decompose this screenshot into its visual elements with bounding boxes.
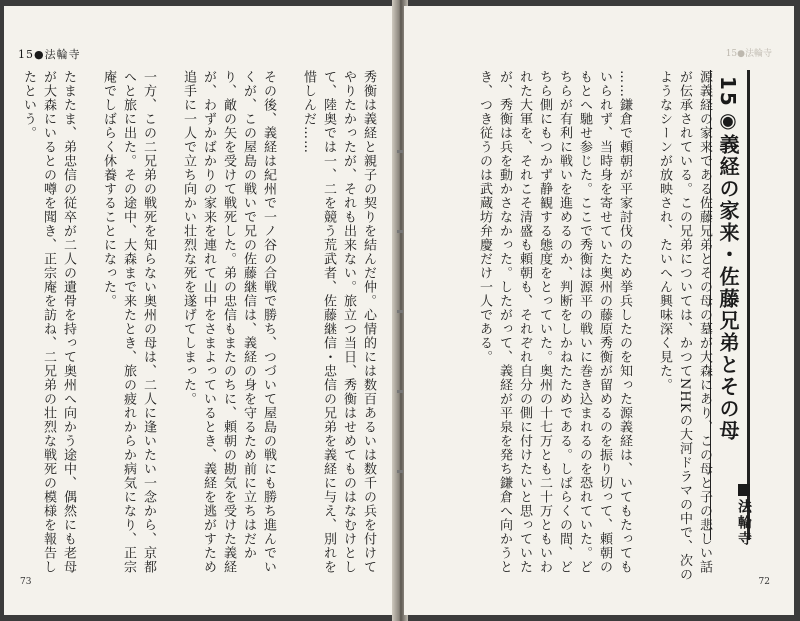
left-page bbox=[4, 6, 394, 615]
ghost-running-head: 15●法輪寺 bbox=[725, 49, 772, 59]
right-page-body-text: 源義経の家来である佐藤兄弟とその母の墓が大森にあり、この母と子の悲しい話が伝承されている。この兄弟については、かつてNHKの大河ドラマの中で、次のようなシーンが放映され、たいへん興味深く見た。 ……鎌倉で頼朝が平家討伐のため挙兵したのを知った源義経は、いてもたってもいられず、当時身を寄せていた奥州の藤原秀衡が留めるのを振り切って、頼朝のもとへ馳せ参じた。ここで秀衡は源平の戦いに巻き込まれるのを恐れていた。どちらが有利に戦いを進めるのか、判断をしかねたためである。しばらくの間、どちら側にもつかず静観する態度をとっていた。奥州の十七万とも二十万ともいわれた大軍を、それこそ清盛も頼朝も、それぞれ自分の側に付けたいと思っていたが、秀衡は兵を動かさなかった。したがって、義経が平泉を発ち鎌倉へ向かうとき、つき従うのは武蔵坊弁慶だけ一人である。 bbox=[477, 70, 712, 582]
chapter-number: 15 bbox=[716, 76, 740, 108]
chapter-tag-label: 法輪寺 bbox=[736, 499, 752, 547]
chapter-title bbox=[714, 76, 743, 442]
binding-stitch bbox=[397, 390, 403, 393]
page-number-left: 73 bbox=[20, 577, 32, 587]
chapter-bullet: ◉ bbox=[716, 107, 740, 134]
binding-stitch bbox=[397, 310, 403, 313]
binding-stitch bbox=[397, 230, 403, 233]
page-number-right: 72 bbox=[758, 577, 770, 587]
left-page-body-text: 秀衡は義経と親子の契りを結んだ仲。心情的には数百あるいは数千の兵を付けてやりたかったが、それも出来ない。旅立つ当日、秀衡はせめてものはなむけとして、陸奥では一、二を競う荒武者、佐藤継信・忠信の兄弟を義経に与え、別れを惜しんだ…… その後、義経は紀州で一ノ谷の合戦で勝ち、つづいて屋島の戦にも勝ち進んでいくが、この屋島の戦いで兄の佐藤継信は、義経の身を守るため前に立ちはだかり、敵の矢を受けて戦死した。弟の忠信もまたのちに、頼朝の勘気を受けた義経が、わずかばかりの家来を連れて山中をさまよっているとき、義経を逃がすため追手に一人で立ち向かい壮烈な死を遂げてしまった。 一方、この二兄弟の戦死を知らない奥州の母は、二人に逢いたい一念から、京都へと旅に出た。その途中、大森まで来たとき、旅の疲れからか病気になり、正宗庵でしばらく休養することになった。 たまたま、弟忠信の従卒が二人の遺骨を持って奥州へ向かう途中、偶然にも老母が大森にいるとの噂を聞き、正宗庵を訪ね、二兄弟の壮烈な戦死の模様を報告したという。 bbox=[21, 70, 376, 574]
chapter-title-text: 義経の家来・佐藤兄弟とその母 bbox=[716, 133, 740, 442]
binding-stitch bbox=[397, 470, 403, 473]
chapter-heading-box bbox=[710, 70, 750, 540]
black-square-icon bbox=[738, 484, 750, 496]
running-head: 15●法輪寺 bbox=[18, 48, 81, 61]
binding-stitch bbox=[397, 150, 403, 153]
right-page bbox=[404, 6, 794, 615]
chapter-tag bbox=[734, 484, 754, 547]
